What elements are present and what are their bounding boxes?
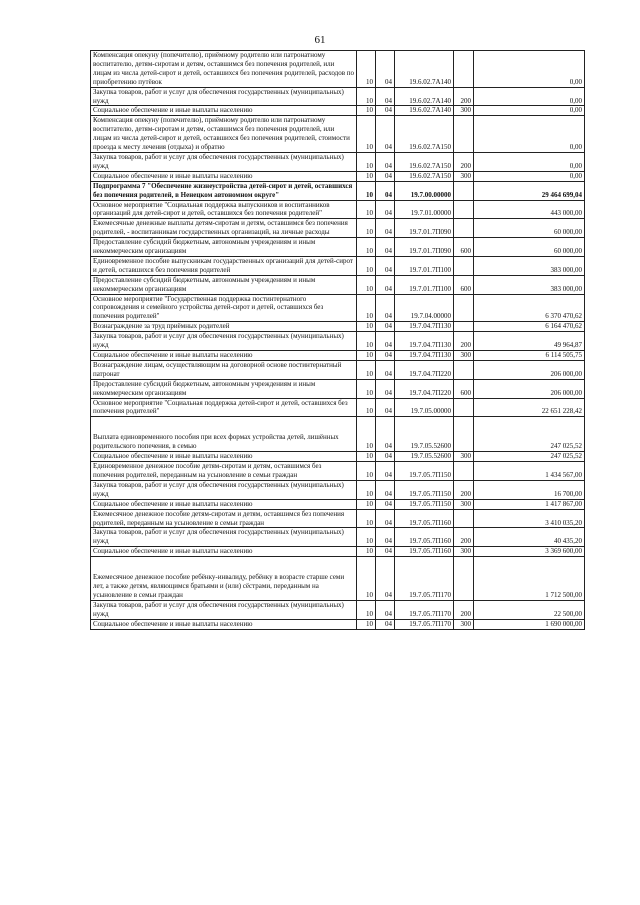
row-name-cell: Вознаграждение за труд приёмных родителей — [91, 322, 357, 332]
table-row — [91, 332, 585, 351]
row-expense-type-cell: 200 — [454, 528, 474, 547]
row-target-article-cell: 19.6.02.7А150 — [395, 152, 454, 171]
row-amount-cell: 0,00 — [474, 152, 585, 171]
row-expense-type-cell: 300 — [454, 452, 474, 462]
table-row — [91, 51, 585, 88]
row-subsection-cell: 04 — [376, 238, 395, 257]
row-expense-type-cell: 300 — [454, 547, 474, 557]
row-amount-cell: 0,00 — [474, 87, 585, 106]
row-amount-cell: 383 000,00 — [474, 256, 585, 275]
row-amount-cell: 1 690 000,00 — [474, 619, 585, 629]
row-name-cell: Социальное обеспечение и иные выплаты населению — [91, 106, 357, 116]
row-amount-cell: 6 370 470,62 — [474, 294, 585, 322]
row-name-cell: Предоставление субсидий бюджетным, автономным учреждениям и иным некоммерческим организациям — [91, 238, 357, 257]
row-section-cell: 10 — [357, 256, 376, 275]
row-subsection-cell: 04 — [376, 152, 395, 171]
row-name-cell: Социальное обеспечение и иные выплаты населению — [91, 351, 357, 361]
row-section-cell: 10 — [357, 238, 376, 257]
row-section-cell: 10 — [357, 398, 376, 417]
row-expense-type-cell: 200 — [454, 600, 474, 619]
row-section-cell: 10 — [357, 528, 376, 547]
row-name-cell: Закупка товаров, работ и услуг для обеспечения государственных (муниципальных) нужд — [91, 480, 357, 499]
row-expense-type-cell: 300 — [454, 499, 474, 509]
row-subsection-cell: 04 — [376, 600, 395, 619]
table-row — [91, 106, 585, 116]
row-expense-type-cell: 300 — [454, 171, 474, 181]
row-subsection-cell: 04 — [376, 557, 395, 601]
row-section-cell: 10 — [357, 116, 376, 153]
row-name-cell: Социальное обеспечение и иные выплаты населению — [91, 452, 357, 462]
row-target-article-cell: 19.7.01.7П090 — [395, 238, 454, 257]
row-expense-type-cell: 300 — [454, 619, 474, 629]
row-section-cell: 10 — [357, 171, 376, 181]
row-section-cell: 10 — [357, 181, 376, 200]
row-subsection-cell: 04 — [376, 51, 395, 88]
row-target-article-cell: 19.7.04.7П130 — [395, 332, 454, 351]
row-target-article-cell: 19.7.01.7П100 — [395, 256, 454, 275]
row-expense-type-cell: 600 — [454, 275, 474, 294]
row-target-article-cell: 19.7.05.52600 — [395, 452, 454, 462]
row-expense-type-cell — [454, 294, 474, 322]
row-name-cell: Социальное обеспечение и иные выплаты населению — [91, 619, 357, 629]
table-row — [91, 547, 585, 557]
row-name-cell: Закупка товаров, работ и услуг для обеспечения государственных (муниципальных) нужд — [91, 528, 357, 547]
row-subsection-cell: 04 — [376, 332, 395, 351]
row-amount-cell: 0,00 — [474, 106, 585, 116]
row-target-article-cell: 19.7.04.7П130 — [395, 351, 454, 361]
row-amount-cell: 22 500,00 — [474, 600, 585, 619]
row-expense-type-cell — [454, 462, 474, 481]
row-section-cell: 10 — [357, 200, 376, 219]
table-row — [91, 452, 585, 462]
row-section-cell: 10 — [357, 332, 376, 351]
row-name-cell: Вознаграждение лицам, осуществляющим на договорной основе постинтернатный патронат — [91, 360, 357, 379]
table-row — [91, 417, 585, 452]
row-amount-cell: 16 700,00 — [474, 480, 585, 499]
row-amount-cell: 22 651 228,42 — [474, 398, 585, 417]
row-name-cell: Ежемесячное денежное пособие детям-сиротам и детям, оставшимся без попечения родителей, переданным на усыновление в семьи граждан — [91, 509, 357, 528]
row-amount-cell: 247 025,52 — [474, 452, 585, 462]
table-row — [91, 87, 585, 106]
row-subsection-cell: 04 — [376, 116, 395, 153]
row-subsection-cell: 04 — [376, 256, 395, 275]
row-target-article-cell: 19.7.04.00000 — [395, 294, 454, 322]
row-name-cell: Предоставление субсидий бюджетным, автономным учреждениям и иным некоммерческим организациям — [91, 379, 357, 398]
row-expense-type-cell: 600 — [454, 379, 474, 398]
budget-table — [90, 50, 585, 630]
row-section-cell: 10 — [357, 379, 376, 398]
row-amount-cell: 383 000,00 — [474, 275, 585, 294]
row-name-cell: Единовременное денежное пособие детям-сиротам и детям, оставшимся без попечения родителей, переданным на усыновление в семьи граждан — [91, 462, 357, 481]
row-section-cell: 10 — [357, 499, 376, 509]
row-name-cell: Основное мероприятие "Государственная поддержка постинтернатного сопровождения и семейного устройства детей-сирот и детей, оставшихся без попечения родителей" — [91, 294, 357, 322]
budget-table-body — [91, 51, 585, 630]
row-expense-type-cell: 200 — [454, 332, 474, 351]
row-expense-type-cell — [454, 360, 474, 379]
row-target-article-cell: 19.7.04.7П130 — [395, 322, 454, 332]
row-expense-type-cell: 600 — [454, 238, 474, 257]
row-subsection-cell: 04 — [376, 379, 395, 398]
table-row — [91, 528, 585, 547]
table-row — [91, 360, 585, 379]
row-subsection-cell: 04 — [376, 360, 395, 379]
row-amount-cell: 3 369 600,00 — [474, 547, 585, 557]
row-name-cell: Компенсация опекуну (попечителю), приёмному родителю или патронатному воспитателю, детям-сиротам и детям, оставшимся без попечения родителей, или лицам из числа детей-сирот и детей, оставшихся без попечения родителей, расходов по приобретению путёвок — [91, 51, 357, 88]
row-name-cell: Социальное обеспечение и иные выплаты населению — [91, 171, 357, 181]
table-row — [91, 462, 585, 481]
row-target-article-cell: 19.6.02.7А140 — [395, 87, 454, 106]
row-section-cell: 10 — [357, 462, 376, 481]
row-subsection-cell: 04 — [376, 480, 395, 499]
row-expense-type-cell — [454, 509, 474, 528]
table-row — [91, 238, 585, 257]
row-amount-cell: 206 000,00 — [474, 360, 585, 379]
row-name-cell: Закупка товаров, работ и услуг для обеспечения государственных (муниципальных) нужд — [91, 332, 357, 351]
row-expense-type-cell — [454, 322, 474, 332]
row-expense-type-cell — [454, 557, 474, 601]
row-subsection-cell: 04 — [376, 322, 395, 332]
table-row — [91, 200, 585, 219]
row-section-cell: 10 — [357, 152, 376, 171]
row-amount-cell: 443 000,00 — [474, 200, 585, 219]
row-amount-cell: 40 435,20 — [474, 528, 585, 547]
row-subsection-cell: 04 — [376, 417, 395, 452]
row-section-cell: 10 — [357, 106, 376, 116]
row-amount-cell: 1 417 867,00 — [474, 499, 585, 509]
row-section-cell: 10 — [357, 557, 376, 601]
row-target-article-cell: 19.6.02.7А150 — [395, 116, 454, 153]
row-subsection-cell: 04 — [376, 294, 395, 322]
row-section-cell: 10 — [357, 417, 376, 452]
table-row — [91, 116, 585, 153]
row-expense-type-cell — [454, 200, 474, 219]
row-section-cell: 10 — [357, 547, 376, 557]
row-name-cell: Подпрограмма 7 "Обеспечение жизнеустройства детей-сирот и детей, оставшихся без попечения родителей, в Ненецком автономном округе" — [91, 181, 357, 200]
row-subsection-cell: 04 — [376, 528, 395, 547]
table-row — [91, 619, 585, 629]
row-target-article-cell: 19.7.01.00000 — [395, 200, 454, 219]
row-section-cell: 10 — [357, 509, 376, 528]
row-target-article-cell: 19.7.01.7П090 — [395, 219, 454, 238]
row-target-article-cell: 19.7.05.7П160 — [395, 509, 454, 528]
row-expense-type-cell: 200 — [454, 152, 474, 171]
row-expense-type-cell — [454, 219, 474, 238]
table-row — [91, 171, 585, 181]
row-name-cell: Закупка товаров, работ и услуг для обеспечения государственных (муниципальных) нужд — [91, 87, 357, 106]
row-target-article-cell: 19.7.05.7П150 — [395, 480, 454, 499]
table-row — [91, 219, 585, 238]
row-name-cell: Закупка товаров, работ и услуг для обеспечения государственных (муниципальных) нужд — [91, 600, 357, 619]
table-row — [91, 275, 585, 294]
row-section-cell: 10 — [357, 87, 376, 106]
row-subsection-cell: 04 — [376, 619, 395, 629]
row-name-cell: Ежемесячные денежные выплаты детям-сиротам и детям, оставшимся без попечения родителей, - воспитанникам государственных организаций, на личные расходы — [91, 219, 357, 238]
row-expense-type-cell — [454, 51, 474, 88]
table-row — [91, 256, 585, 275]
row-subsection-cell: 04 — [376, 398, 395, 417]
row-amount-cell: 247 025,52 — [474, 417, 585, 452]
table-row — [91, 398, 585, 417]
row-expense-type-cell — [454, 256, 474, 275]
row-amount-cell: 206 000,00 — [474, 379, 585, 398]
row-subsection-cell: 04 — [376, 181, 395, 200]
row-target-article-cell: 19.7.05.7П170 — [395, 619, 454, 629]
row-target-article-cell: 19.7.04.7П220 — [395, 360, 454, 379]
row-subsection-cell: 04 — [376, 171, 395, 181]
row-name-cell: Основное мероприятие "Социальная поддержка выпускников и воспитанников организаций для детей-сирот и детей, оставшихся без попечения родителей" — [91, 200, 357, 219]
row-expense-type-cell — [454, 417, 474, 452]
row-expense-type-cell — [454, 398, 474, 417]
row-expense-type-cell — [454, 181, 474, 200]
table-row — [91, 557, 585, 601]
row-section-cell: 10 — [357, 322, 376, 332]
row-section-cell: 10 — [357, 480, 376, 499]
row-amount-cell: 1 434 567,00 — [474, 462, 585, 481]
table-row — [91, 322, 585, 332]
row-amount-cell: 6 164 470,62 — [474, 322, 585, 332]
row-amount-cell: 49 964,87 — [474, 332, 585, 351]
row-section-cell: 10 — [357, 294, 376, 322]
table-row — [91, 181, 585, 200]
row-amount-cell: 0,00 — [474, 116, 585, 153]
row-target-article-cell: 19.7.01.7П100 — [395, 275, 454, 294]
row-target-article-cell: 19.7.05.7П160 — [395, 528, 454, 547]
row-name-cell: Предоставление субсидий бюджетным, автономным учреждениям и иным некоммерческим организациям — [91, 275, 357, 294]
row-amount-cell: 60 000,00 — [474, 238, 585, 257]
row-amount-cell: 6 114 505,75 — [474, 351, 585, 361]
row-amount-cell: 1 712 500,00 — [474, 557, 585, 601]
row-subsection-cell: 04 — [376, 200, 395, 219]
table-row — [91, 509, 585, 528]
row-expense-type-cell: 300 — [454, 106, 474, 116]
row-amount-cell: 29 464 699,04 — [474, 181, 585, 200]
table-row — [91, 351, 585, 361]
table-row — [91, 379, 585, 398]
row-target-article-cell: 19.7.05.7П170 — [395, 600, 454, 619]
row-name-cell: Выплата единовременного пособия при всех формах устройства детей, лишённых родительского попечения, в семью — [91, 417, 357, 452]
row-target-article-cell: 19.7.05.7П150 — [395, 462, 454, 481]
row-target-article-cell: 19.6.02.7А140 — [395, 106, 454, 116]
row-expense-type-cell: 200 — [454, 87, 474, 106]
row-target-article-cell: 19.7.05.52600 — [395, 417, 454, 452]
row-section-cell: 10 — [357, 51, 376, 88]
row-subsection-cell: 04 — [376, 462, 395, 481]
row-amount-cell: 0,00 — [474, 51, 585, 88]
table-row — [91, 294, 585, 322]
row-section-cell: 10 — [357, 351, 376, 361]
row-name-cell: Социальное обеспечение и иные выплаты населению — [91, 499, 357, 509]
row-section-cell: 10 — [357, 360, 376, 379]
table-row — [91, 600, 585, 619]
row-section-cell: 10 — [357, 452, 376, 462]
row-subsection-cell: 04 — [376, 219, 395, 238]
row-name-cell: Основное мероприятие "Социальная поддержка детей-сирот и детей, оставшихся без попечения родителей" — [91, 398, 357, 417]
row-amount-cell: 3 410 035,20 — [474, 509, 585, 528]
row-subsection-cell: 04 — [376, 452, 395, 462]
row-name-cell: Социальное обеспечение и иные выплаты населению — [91, 547, 357, 557]
row-section-cell: 10 — [357, 219, 376, 238]
row-name-cell: Единовременное пособие выпускникам государственных организаций для детей-сирот и детей, оставшихся без попечения родителей — [91, 256, 357, 275]
row-subsection-cell: 04 — [376, 87, 395, 106]
row-amount-cell: 0,00 — [474, 171, 585, 181]
row-subsection-cell: 04 — [376, 106, 395, 116]
table-row — [91, 480, 585, 499]
row-subsection-cell: 04 — [376, 275, 395, 294]
row-target-article-cell: 19.7.00.00000 — [395, 181, 454, 200]
row-name-cell: Ежемесячное денежное пособие ребёнку-инвалиду, ребёнку в возрасте старше семи лет, а также детям, являющимся братьями и (или) сёстрами, переданным на усыновление в семьи граждан — [91, 557, 357, 601]
row-target-article-cell: 19.7.05.7П160 — [395, 547, 454, 557]
row-target-article-cell: 19.7.05.00000 — [395, 398, 454, 417]
row-section-cell: 10 — [357, 619, 376, 629]
table-row — [91, 499, 585, 509]
row-target-article-cell: 19.6.02.7А150 — [395, 171, 454, 181]
row-name-cell: Закупка товаров, работ и услуг для обеспечения государственных (муниципальных) нужд — [91, 152, 357, 171]
row-section-cell: 10 — [357, 600, 376, 619]
row-expense-type-cell: 300 — [454, 351, 474, 361]
row-name-cell: Компенсация опекуну (попечителю), приёмному родителю или патронатному воспитателю, детям-сиротам и детям, оставшимся без попечения родителей, или лицам из числа детей-сирот и детей, оставшихся без попечения родителей, стоимости проезда к месту лечения (отдыха) и обратно — [91, 116, 357, 153]
page-number: 61 — [314, 34, 326, 46]
row-subsection-cell: 04 — [376, 547, 395, 557]
table-row — [91, 152, 585, 171]
row-target-article-cell: 19.6.02.7А140 — [395, 51, 454, 88]
row-expense-type-cell — [454, 116, 474, 153]
row-amount-cell: 60 000,00 — [474, 219, 585, 238]
row-section-cell: 10 — [357, 275, 376, 294]
row-expense-type-cell: 200 — [454, 480, 474, 499]
row-target-article-cell: 19.7.04.7П220 — [395, 379, 454, 398]
row-subsection-cell: 04 — [376, 351, 395, 361]
row-target-article-cell: 19.7.05.7П170 — [395, 557, 454, 601]
row-target-article-cell: 19.7.05.7П150 — [395, 499, 454, 509]
row-subsection-cell: 04 — [376, 499, 395, 509]
row-subsection-cell: 04 — [376, 509, 395, 528]
